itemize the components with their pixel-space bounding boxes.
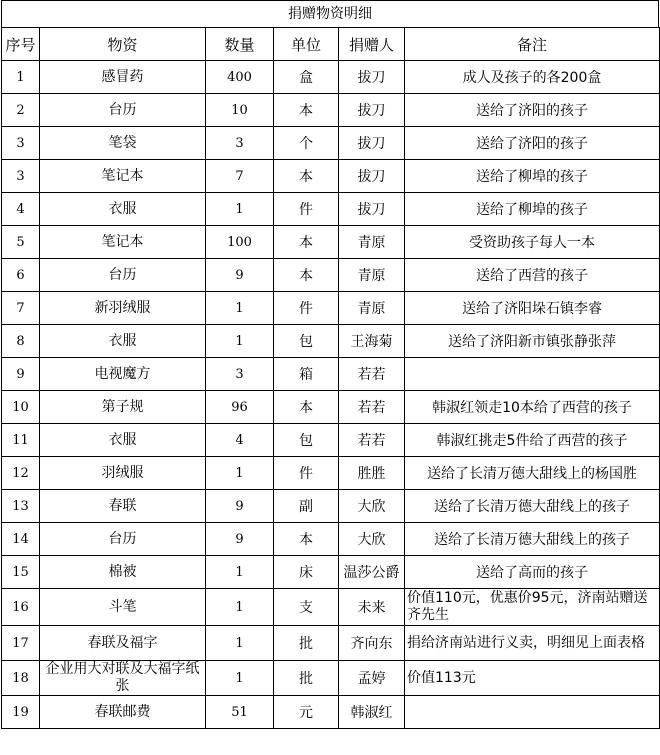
cell-item: 春联邮费: [40, 696, 206, 729]
table-row: [2, 160, 660, 193]
cell-note: 送给了西营的孩子: [405, 259, 660, 292]
cell-no: 1: [2, 61, 40, 94]
cell-no: 6: [2, 259, 40, 292]
cell-donor: 若若: [339, 424, 405, 457]
header-unit: 单位: [274, 28, 339, 61]
cell-qty: 1: [206, 292, 274, 325]
table-row: [2, 358, 660, 391]
cell-note: [405, 696, 660, 729]
header-donor: 捐赠人: [339, 28, 405, 61]
cell-qty: 400: [206, 61, 274, 94]
cell-item: 电视魔方: [40, 358, 206, 391]
cell-donor: 韩淑红: [339, 696, 405, 729]
cell-note: 送给了济阳垛石镇李睿: [405, 292, 660, 325]
table-row: [2, 696, 660, 729]
table-body: [2, 61, 660, 729]
table-row: [2, 661, 660, 696]
cell-unit: 箱: [274, 358, 339, 391]
cell-donor: 孟婷: [339, 661, 405, 696]
cell-item: 衣服: [40, 193, 206, 226]
table-row: [2, 556, 660, 589]
table-row: [2, 292, 660, 325]
cell-item: 衣服: [40, 424, 206, 457]
cell-no: 18: [2, 661, 40, 696]
cell-note: 韩淑红挑走5件给了西营的孩子: [405, 424, 660, 457]
cell-item: 春联: [40, 490, 206, 523]
cell-unit: 批: [274, 626, 339, 661]
cell-note: 价值110元，优惠价95元，济南站赠送齐先生: [405, 589, 660, 626]
cell-item: 笔记本: [40, 160, 206, 193]
cell-donor: 拔刀: [339, 94, 405, 127]
donation-table: [1, 27, 660, 729]
cell-no: 12: [2, 457, 40, 490]
cell-donor: 温莎公爵: [339, 556, 405, 589]
cell-item: 羽绒服: [40, 457, 206, 490]
table-row: [2, 127, 660, 160]
cell-note: 送给了长清万德大甜线上的杨国胜: [405, 457, 660, 490]
cell-item: 斗笔: [40, 589, 206, 626]
cell-no: 19: [2, 696, 40, 729]
cell-no: 14: [2, 523, 40, 556]
cell-no: 16: [2, 589, 40, 626]
cell-unit: 支: [274, 589, 339, 626]
cell-note: [405, 358, 660, 391]
table-row: [2, 226, 660, 259]
cell-donor: 未来: [339, 589, 405, 626]
cell-qty: 51: [206, 696, 274, 729]
cell-unit: 件: [274, 193, 339, 226]
cell-item: 感冒药: [40, 61, 206, 94]
cell-qty: 9: [206, 523, 274, 556]
cell-no: 15: [2, 556, 40, 589]
cell-unit: 件: [274, 292, 339, 325]
cell-no: 17: [2, 626, 40, 661]
table-row: [2, 193, 660, 226]
cell-qty: 96: [206, 391, 274, 424]
table-row: [2, 589, 660, 626]
table-row: [2, 391, 660, 424]
cell-no: 11: [2, 424, 40, 457]
cell-unit: 元: [274, 696, 339, 729]
cell-qty: 1: [206, 193, 274, 226]
cell-unit: 本: [274, 523, 339, 556]
table-row: [2, 523, 660, 556]
cell-qty: 9: [206, 490, 274, 523]
header-no: 序号: [2, 28, 40, 61]
cell-donor: 拔刀: [339, 127, 405, 160]
cell-unit: 包: [274, 325, 339, 358]
cell-note: 受资助孩子每人一本: [405, 226, 660, 259]
cell-no: 9: [2, 358, 40, 391]
cell-item: 企业用大对联及大福字纸张: [40, 661, 206, 696]
header-qty: 数量: [206, 28, 274, 61]
cell-qty: 1: [206, 661, 274, 696]
cell-donor: 胜胜: [339, 457, 405, 490]
cell-donor: 青原: [339, 292, 405, 325]
cell-unit: 个: [274, 127, 339, 160]
cell-item: 春联及福字: [40, 626, 206, 661]
cell-note: 捐给济南站进行义卖，明细见上面表格: [405, 626, 660, 661]
cell-item: 笔记本: [40, 226, 206, 259]
table-row: [2, 424, 660, 457]
cell-donor: 大欣: [339, 523, 405, 556]
cell-note: 成人及孩子的各200盒: [405, 61, 660, 94]
table-row: [2, 94, 660, 127]
cell-item: 新羽绒服: [40, 292, 206, 325]
cell-unit: 副: [274, 490, 339, 523]
table-row: [2, 325, 660, 358]
cell-no: 2: [2, 94, 40, 127]
header-row: [2, 28, 660, 61]
cell-qty: 1: [206, 457, 274, 490]
cell-note: 送给了济阳新市镇张静张萍: [405, 325, 660, 358]
cell-item: 台历: [40, 259, 206, 292]
cell-note: 送给了柳埠的孩子: [405, 193, 660, 226]
cell-note: 价值113元: [405, 661, 660, 696]
cell-unit: 盒: [274, 61, 339, 94]
header-note: 备注: [405, 28, 660, 61]
cell-donor: 齐向东: [339, 626, 405, 661]
cell-note: 送给了济阳的孩子: [405, 127, 660, 160]
cell-no: 3: [2, 127, 40, 160]
cell-item: 台历: [40, 94, 206, 127]
table-row: [2, 259, 660, 292]
cell-donor: 青原: [339, 226, 405, 259]
cell-donor: 大欣: [339, 490, 405, 523]
cell-donor: 拔刀: [339, 193, 405, 226]
cell-no: 5: [2, 226, 40, 259]
cell-no: 3: [2, 160, 40, 193]
table-row: [2, 457, 660, 490]
cell-unit: 本: [274, 226, 339, 259]
cell-unit: 本: [274, 391, 339, 424]
cell-no: 13: [2, 490, 40, 523]
header-item: 物资: [40, 28, 206, 61]
cell-no: 4: [2, 193, 40, 226]
table-row: [2, 490, 660, 523]
cell-unit: 本: [274, 259, 339, 292]
cell-item: 第子规: [40, 391, 206, 424]
table-row: [2, 626, 660, 661]
cell-note: 韩淑红领走10本给了西营的孩子: [405, 391, 660, 424]
cell-donor: 拔刀: [339, 61, 405, 94]
cell-qty: 10: [206, 94, 274, 127]
cell-qty: 1: [206, 626, 274, 661]
cell-no: 8: [2, 325, 40, 358]
cell-donor: 拔刀: [339, 160, 405, 193]
cell-qty: 4: [206, 424, 274, 457]
cell-unit: 床: [274, 556, 339, 589]
cell-donor: 青原: [339, 259, 405, 292]
cell-note: 送给了柳埠的孩子: [405, 160, 660, 193]
cell-qty: 100: [206, 226, 274, 259]
cell-note: 送给了高而的孩子: [405, 556, 660, 589]
cell-donor: 若若: [339, 358, 405, 391]
cell-note: 送给了长清万德大甜线上的孩子: [405, 523, 660, 556]
cell-note: 送给了长清万德大甜线上的孩子: [405, 490, 660, 523]
donation-sheet: [1, 0, 659, 729]
cell-qty: 1: [206, 589, 274, 626]
cell-unit: 件: [274, 457, 339, 490]
cell-item: 笔袋: [40, 127, 206, 160]
cell-qty: 3: [206, 127, 274, 160]
cell-item: 台历: [40, 523, 206, 556]
cell-item: 棉被: [40, 556, 206, 589]
cell-qty: 1: [206, 325, 274, 358]
cell-unit: 本: [274, 94, 339, 127]
cell-qty: 1: [206, 556, 274, 589]
cell-no: 7: [2, 292, 40, 325]
table-row: [2, 61, 660, 94]
cell-donor: 王海菊: [339, 325, 405, 358]
cell-no: 10: [2, 391, 40, 424]
cell-item: 衣服: [40, 325, 206, 358]
cell-qty: 3: [206, 358, 274, 391]
cell-unit: 本: [274, 160, 339, 193]
cell-qty: 7: [206, 160, 274, 193]
cell-qty: 9: [206, 259, 274, 292]
sheet-title: 捐赠物资明细: [1, 0, 659, 27]
cell-donor: 若若: [339, 391, 405, 424]
cell-unit: 批: [274, 661, 339, 696]
cell-note: 送给了济阳的孩子: [405, 94, 660, 127]
cell-unit: 包: [274, 424, 339, 457]
